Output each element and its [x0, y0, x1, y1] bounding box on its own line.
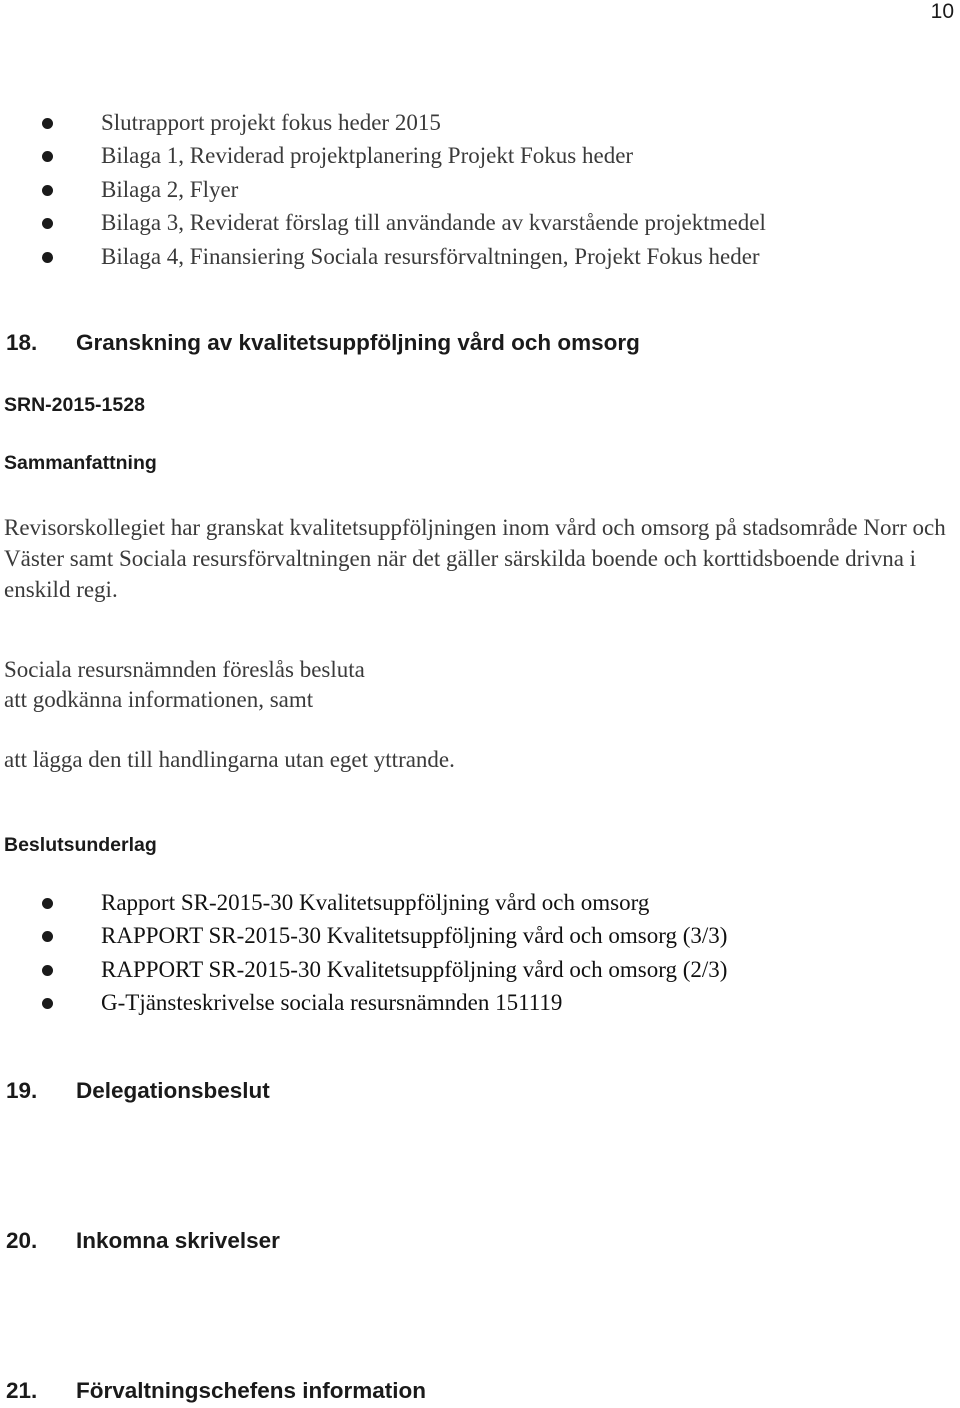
summary-heading: Sammanfattning [4, 452, 157, 474]
bullet-icon [42, 998, 53, 1009]
list-item-text: RAPPORT SR-2015-30 Kvalitetsuppföljning vård och omsorg (3/3) [101, 923, 728, 949]
proposal-line-1: Sociala resursnämnden föreslås besluta [4, 657, 365, 682]
list-item-text: Rapport SR-2015-30 Kvalitetsuppföljning vård och omsorg [101, 890, 650, 915]
section-20-title: Inkomna skrivelser [76, 1228, 280, 1253]
list-item [0, 953, 960, 986]
list-item [0, 139, 960, 172]
proposal-line-3: att lägga den till handlingarna utan eget yttrande. [4, 747, 455, 772]
bullet-icon [42, 931, 53, 942]
list-item-text: Bilaga 2, Flyer [101, 176, 239, 202]
bullet-icon [42, 965, 53, 976]
list-item [0, 106, 960, 139]
summary-text: Revisorskollegiet har granskat kvalitetsuppföljningen inom vård och omsorg på stadsområde Norr och Väster samt Sociala resursförvaltningen när det gäller särskilda boende och korttidsboende drivna i enskild regi. [4, 515, 946, 602]
section-19-title: Delegationsbeslut [76, 1078, 270, 1103]
list-item-text: Bilaga 1, Reviderad projektplanering Projekt Fokus heder [101, 143, 634, 169]
list-item-text: RAPPORT SR-2015-30 Kvalitetsuppföljning vård och omsorg (2/3) [101, 956, 728, 982]
attachments-list [0, 106, 960, 273]
list-item-text: Bilaga 3, Reviderat förslag till användande av kvarstående projektmedel [101, 210, 766, 236]
list-item [0, 886, 960, 919]
bullet-icon [42, 151, 53, 162]
bullet-icon [42, 898, 53, 909]
case-reference: SRN-2015-1528 [4, 394, 145, 416]
bullet-icon [42, 118, 53, 129]
proposal-line-2: att godkänna informationen, samt [4, 687, 314, 712]
list-item-text: Bilaga 4, Finansiering Sociala resursförvaltningen, Projekt Fokus heder [101, 243, 760, 269]
list-item-text: Slutrapport projekt fokus heder 2015 [101, 110, 441, 135]
section-21-heading [6, 1378, 426, 1404]
section-20-number: 20. [6, 1228, 38, 1253]
section-18-title: Granskning av kvalitetsuppföljning vård och omsorg [76, 330, 640, 355]
section-21-title: Förvaltningschefens information [76, 1378, 427, 1403]
bullet-icon [42, 218, 53, 229]
section-20-heading [6, 1228, 280, 1254]
list-item [0, 206, 960, 239]
basis-list [0, 886, 960, 1020]
list-item [0, 240, 960, 273]
page-number: 10 [930, 0, 954, 23]
basis-heading: Beslutsunderlag [4, 834, 157, 856]
section-19-heading [6, 1078, 270, 1104]
list-item-text: G-Tjänsteskrivelse sociala resursnämnden 151119 [101, 990, 563, 1016]
list-item [0, 919, 960, 952]
section-18-heading [6, 330, 640, 356]
section-21-number: 21. [6, 1378, 38, 1403]
section-18-number: 18. [6, 330, 38, 355]
bullet-icon [42, 252, 53, 263]
list-item [0, 173, 960, 206]
bullet-icon [42, 185, 53, 196]
section-19-number: 19. [6, 1078, 38, 1103]
list-item [0, 986, 960, 1019]
